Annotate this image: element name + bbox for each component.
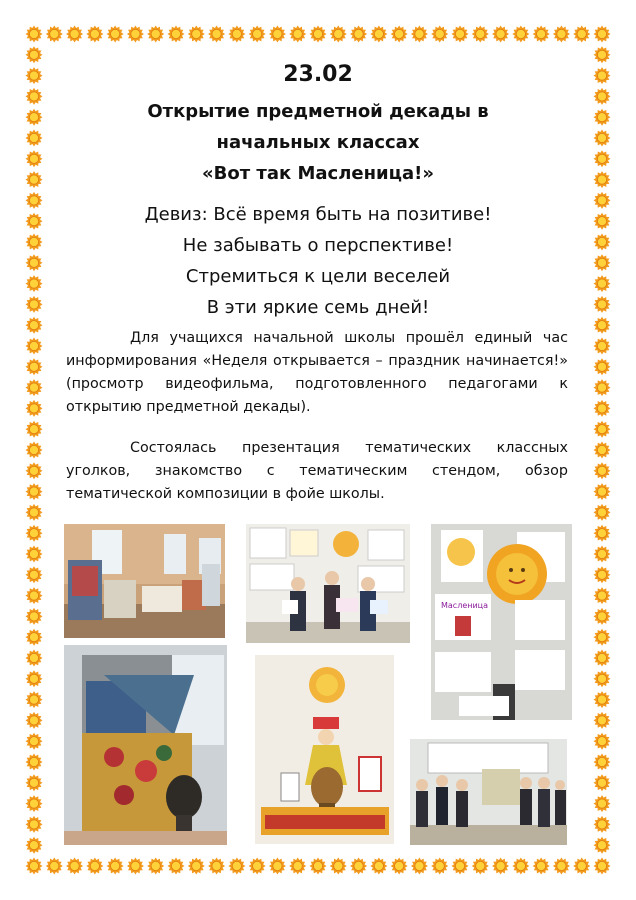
sun-border-icon [553, 858, 570, 875]
sun-border-icon [573, 858, 590, 875]
poster-word: Масленица [441, 601, 489, 610]
sun-border-icon [594, 546, 611, 563]
sun-border-icon [127, 858, 144, 875]
paragraph-presentation: Состоялась презентация тематических классных уголков, знакомство с тематическим стендом, обзор тематической композиции в фойе школы. [66, 440, 568, 502]
photo-shawls-samovar [64, 645, 227, 845]
sun-border-icon [168, 858, 185, 875]
sun-border-icon [594, 858, 611, 875]
sun-border-icon [594, 816, 611, 833]
sun-border-icon [26, 691, 43, 708]
paragraph-information-hour: Для учащихся начальной школы прошёл единый час информирования «Неделя открывается – праздник начинается!» (просмотр видеофильма, подготовленного педагогами к открытию предметной декады). [66, 330, 568, 415]
motto-line: Стремиться к цели веселей [185, 266, 451, 287]
sun-border-icon [26, 837, 43, 854]
sun-border-icon [594, 26, 611, 43]
sun-border-icon [26, 379, 43, 396]
photo-classroom-display [64, 524, 225, 638]
sun-border-icon [594, 296, 611, 313]
sun-border-icon [269, 858, 286, 875]
sun-border-icon [594, 275, 611, 292]
motto-line: В эти яркие семь дней! [206, 297, 430, 318]
sun-border-icon [594, 837, 611, 854]
sun-border-icon [107, 858, 124, 875]
sun-border-icon [249, 858, 266, 875]
sun-border-icon [594, 650, 611, 667]
sun-border-icon [573, 26, 590, 43]
sun-border-icon [26, 650, 43, 667]
sun-border-icon [594, 130, 611, 147]
sun-border-icon [147, 858, 164, 875]
sun-border-icon [26, 629, 43, 646]
sun-border-icon [26, 317, 43, 334]
sun-border-icon [188, 858, 205, 875]
sun-border-icon [533, 26, 550, 43]
sun-border-icon [107, 26, 124, 43]
sun-border-icon [26, 795, 43, 812]
sun-border-icon [472, 26, 489, 43]
sun-border-icon [26, 150, 43, 167]
sun-border-icon [188, 26, 205, 43]
title-line: начальных классах [216, 132, 420, 153]
sun-border-icon [594, 358, 611, 375]
sun-border-icon [431, 858, 448, 875]
sun-border-icon [431, 26, 448, 43]
sun-border-icon [594, 712, 611, 729]
sun-border-icon [330, 858, 347, 875]
sun-border-icon [26, 296, 43, 313]
sun-border-icon [594, 234, 611, 251]
photo-foyer-composition [255, 655, 394, 844]
sun-border-icon [330, 26, 347, 43]
sun-border-icon [310, 26, 327, 43]
event-date: 23.02 [283, 62, 353, 87]
sun-border-icon [594, 67, 611, 84]
sun-border-icon [391, 26, 408, 43]
sun-border-icon [411, 26, 428, 43]
sun-border-icon [249, 26, 266, 43]
sun-border-icon [26, 587, 43, 604]
sun-border-icon [26, 774, 43, 791]
motto [52, 199, 584, 323]
sun-border-icon [269, 26, 286, 43]
title-line: «Вот так Масленица!» [202, 163, 434, 184]
sun-border-icon [594, 462, 611, 479]
sun-border-icon [594, 171, 611, 188]
sun-border-icon [26, 712, 43, 729]
sun-border-icon [553, 26, 570, 43]
sun-border-icon [26, 130, 43, 147]
sun-border-icon [66, 26, 83, 43]
sun-border-icon [26, 234, 43, 251]
sun-border-icon [492, 858, 509, 875]
sun-border-icon [228, 26, 245, 43]
sun-border-icon [86, 26, 103, 43]
sun-border-icon [26, 358, 43, 375]
sun-border-icon [26, 566, 43, 583]
sun-border-icon [26, 192, 43, 209]
sun-border-icon [26, 46, 43, 63]
sun-border-icon [46, 26, 63, 43]
sun-border-icon [594, 691, 611, 708]
sun-border-icon [594, 400, 611, 417]
sun-border-icon [594, 421, 611, 438]
sun-border-icon [594, 88, 611, 105]
sun-border-icon [594, 213, 611, 230]
sun-border-icon [594, 566, 611, 583]
sun-border-icon [594, 504, 611, 521]
sun-border-icon [594, 254, 611, 271]
sun-border-icon [289, 26, 306, 43]
sun-border-icon [452, 26, 469, 43]
sun-border-icon [594, 525, 611, 542]
sun-border-icon [147, 26, 164, 43]
sun-border-icon [594, 608, 611, 625]
sun-border-icon [26, 608, 43, 625]
sun-border-icon [452, 858, 469, 875]
sun-border-icon [26, 462, 43, 479]
sun-border-icon [594, 192, 611, 209]
sun-border-icon [26, 275, 43, 292]
sun-border-icon [26, 858, 43, 875]
sun-border-icon [208, 26, 225, 43]
sun-border-icon [26, 421, 43, 438]
sun-border-icon [26, 504, 43, 521]
sun-border-icon [594, 46, 611, 63]
sun-border-icon [594, 109, 611, 126]
sun-border-icon [594, 483, 611, 500]
event-title [52, 96, 584, 189]
sun-border-icon [208, 858, 225, 875]
sun-border-icon [391, 858, 408, 875]
motto-line: Не забывать о перспективе! [182, 235, 454, 256]
sun-border-icon [26, 67, 43, 84]
sun-border-icon [26, 338, 43, 355]
sun-border-icon [26, 816, 43, 833]
sun-border-icon [26, 88, 43, 105]
motto-line: Девиз: Всё время быть на позитиве! [144, 204, 492, 225]
sun-border-icon [26, 442, 43, 459]
sun-border-icon [594, 670, 611, 687]
sun-border-icon [594, 442, 611, 459]
sun-border-icon [26, 546, 43, 563]
sun-border-icon [86, 858, 103, 875]
sun-border-icon [26, 670, 43, 687]
sun-border-icon [594, 150, 611, 167]
sun-border-icon [350, 26, 367, 43]
sun-border-icon [66, 858, 83, 875]
sun-border-icon [370, 26, 387, 43]
sun-border-icon [26, 254, 43, 271]
sun-border-icon [533, 858, 550, 875]
sun-border-icon [411, 858, 428, 875]
sun-border-icon [594, 587, 611, 604]
sun-border-icon [26, 525, 43, 542]
sun-border-icon [289, 858, 306, 875]
sun-border-icon [26, 483, 43, 500]
sun-border-icon [370, 858, 387, 875]
photo-maslenitsa-stand [431, 524, 572, 720]
sun-border-icon [26, 754, 43, 771]
sun-border-icon [350, 858, 367, 875]
sun-border-icon [594, 629, 611, 646]
sun-border-icon [594, 754, 611, 771]
photo-children-stand [410, 739, 567, 845]
sun-border-icon [594, 338, 611, 355]
sun-border-icon [168, 26, 185, 43]
sun-border-icon [26, 733, 43, 750]
sun-border-icon [594, 774, 611, 791]
sun-border-icon [46, 858, 63, 875]
sun-border-icon [594, 733, 611, 750]
sun-border-icon [26, 26, 43, 43]
sun-border-icon [512, 858, 529, 875]
sun-border-icon [127, 26, 144, 43]
sun-border-icon [26, 109, 43, 126]
sun-border-icon [26, 171, 43, 188]
sun-border-icon [472, 858, 489, 875]
sun-border-icon [26, 213, 43, 230]
sun-border-icon [594, 795, 611, 812]
sun-border-icon [594, 379, 611, 396]
sun-border-icon [594, 317, 611, 334]
sun-border-icon [512, 26, 529, 43]
title-line: Открытие предметной декады в [147, 101, 489, 122]
sun-border-icon [492, 26, 509, 43]
sun-border-icon [310, 858, 327, 875]
photo-children-drawings [246, 524, 410, 643]
sun-border-icon [228, 858, 245, 875]
sun-border-icon [26, 400, 43, 417]
